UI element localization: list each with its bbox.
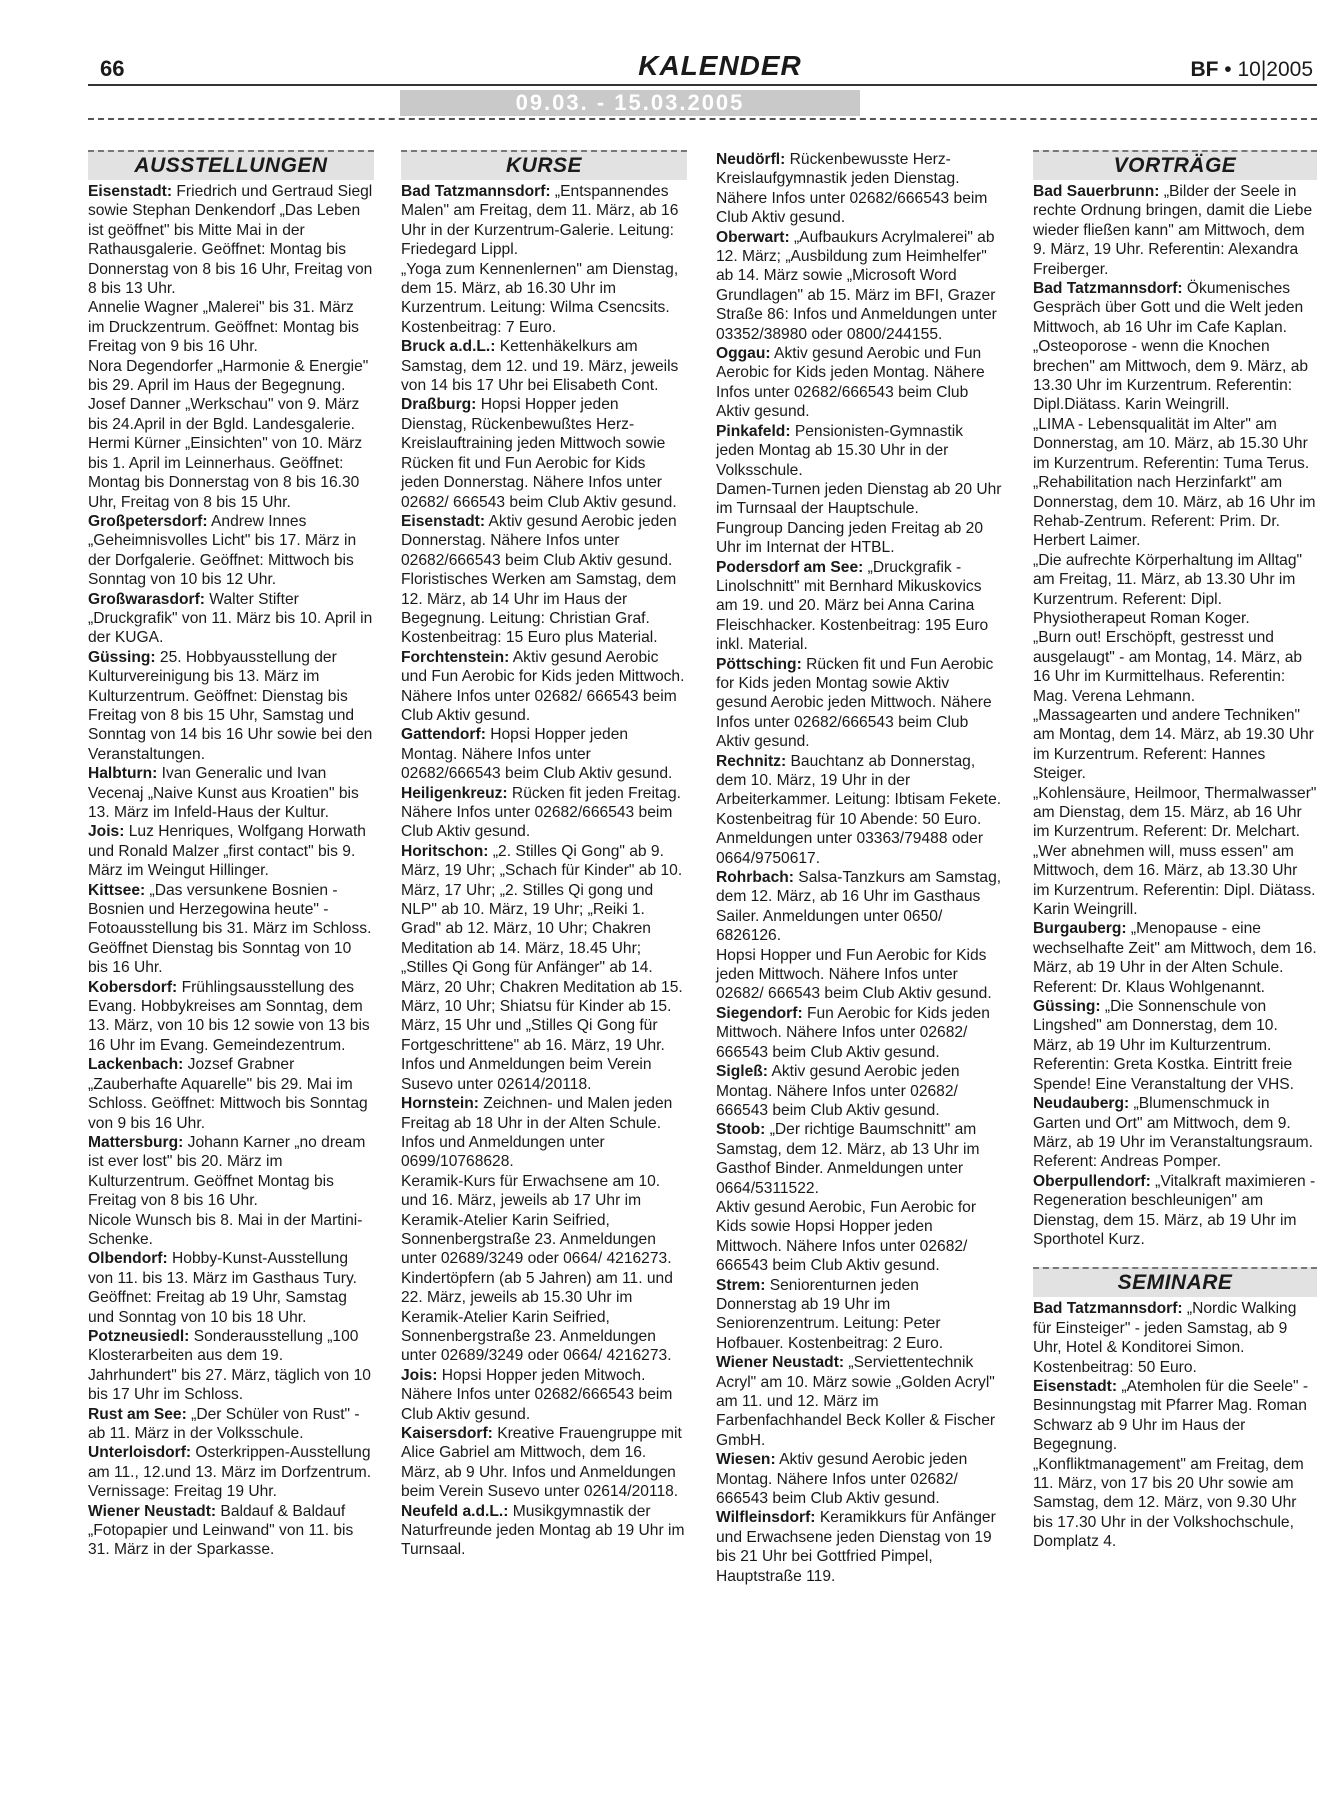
entry-place: Rohrbach: — [716, 869, 794, 887]
entry-text: „Das versunkene Bosnien - Bosnien und Herzegowina heute" - Fotoausstellung bis 31. März im Schloss. Geöffnet Dienstag bis Sonntag von 10 bis 16 Uhr. — [88, 881, 372, 977]
calendar-entry — [1033, 1455, 1317, 1552]
entry-text: „Die aufrechte Körperhaltung im Alltag" am Freitag, 11. März, ab 13.30 Uhr im Kurzentrum. Referent: Dipl. Physiotherapeut Roman Koger. — [1033, 551, 1303, 627]
entry-place: Bad Tatzmannsdorf: — [1033, 280, 1183, 298]
entry-text: „Blumenschmuck in Garten und Ort" am Mittwoch, dem 9. März, ab 19 Uhr im Veranstaltungsraum. Referent: Andreas Pomper. — [1033, 1095, 1313, 1171]
entry-text: „LIMA - Lebensqualität im Alter" am Donnerstag, am 10. März, ab 15.30 Uhr im Kurzentrum. Referentin: Tuma Terus. — [1033, 415, 1310, 472]
calendar-entry — [1033, 337, 1317, 415]
entry-text: Rücken fit jeden Freitag. Nähere Infos unter 02682/666543 beim Club Aktiv gesund. — [401, 784, 681, 841]
entry-place: Hornstein: — [401, 1095, 479, 1113]
entry-text: „Vitalkraft maximieren - Regeneration beschleunigen" am Dienstag, dem 15. März, ab 19 Uhr im Sporthotel Kurz. — [1033, 1172, 1316, 1248]
calendar-entry — [401, 1502, 687, 1560]
entry-place: Potzneusiedl: — [88, 1327, 190, 1345]
entry-place: Siegendorf: — [716, 1004, 803, 1022]
calendar-entry — [1033, 1299, 1317, 1377]
calendar-entry — [1033, 415, 1317, 473]
entry-text: Kettenhäkelkurs am Samstag, dem 12. und 19. März, jeweils von 14 bis 17 Uhr bei Elisabeth Cont. — [401, 338, 679, 395]
entry-text: Aktiv gesund Aerobic und Fun Aerobic for Kids jeden Montag. Nähere Infos unter 02682/666543 beim Club Aktiv gesund. — [716, 345, 985, 421]
calendar-entry — [88, 590, 374, 648]
entry-text: „Die Sonnenschule von Lingshed" am Donnerstag, dem 10. März, ab 19 Uhr im Kulturzentrum. Referentin: Greta Kostka. Eintritt freie Spende! Eine Veranstaltung der VHS. — [1033, 998, 1294, 1093]
entry-place: Oberwart: — [716, 228, 790, 246]
entry-text: „Atemholen für die Seele" - Besinnungstag mit Pfarrer Mag. Roman Schwarz ab 9 Uhr im Haus der Begegnung. — [1033, 1377, 1309, 1454]
entry-text: „Bilder der Seele in rechte Ordnung bringen, damit die Liebe wieder fließen kann" am Mittwoch, dem 9. März, 19 Uhr. Referentin: Alexandra Freiberger. — [1033, 183, 1313, 278]
entry-text: „Druckgrafik - Linolschnitt" mit Bernhard Mikuskovics am 19. und 20. März bei Anna Carina Fleischhacker. Kostenbeitrag: 195 Euro inkl. Material. — [716, 558, 989, 654]
entry-text: „Yoga zum Kennenlernen" am Dienstag, dem 15. März, ab 16.30 Uhr im Kurzentrum. Leitung: Wilma Csencsits. Kostenbeitrag: 7 Euro. — [401, 260, 679, 336]
entry-text: Luz Henriques, Wolfgang Horwath und Ronald Malzer „first contact" bis 9. März im Weingut Hillinger. — [88, 823, 366, 880]
entry-place: Großwarasdorf: — [88, 590, 205, 608]
calendar-entry — [401, 1172, 687, 1269]
entry-text: „Osteoporose - wenn die Knochen brechen" am Mittwoch, dem 9. März, ab 13.30 Uhr im Kurzentrum. Referentin: Dipl.Diätass. Karin Weingrill. — [1033, 338, 1309, 414]
calendar-entry — [716, 1062, 1002, 1120]
calendar-entry — [401, 182, 687, 260]
calendar-entry — [88, 1443, 374, 1501]
entry-text: 25. Hobbyausstellung der Kulturvereinigung bis 13. März im Kulturzentrum. Geöffnet: Dienstag bis Freitag von 8 bis 15 Uhr, Samstag und Sonntag von 14 bis 16 Uhr sowie bei den Veranstaltungen. — [88, 648, 373, 763]
entry-place: Horitschon: — [401, 842, 489, 860]
calendar-entry — [88, 764, 374, 822]
entry-text: Hopsi Hopper und Fun Aerobic for Kids jeden Mittwoch. Nähere Infos unter 02682/ 666543 beim Club Aktiv gesund. — [716, 946, 992, 1003]
calendar-entry — [88, 182, 374, 298]
header-dashed-rule — [88, 118, 1317, 120]
issue-number: • 10|2005 — [1224, 58, 1313, 81]
calendar-entry — [401, 1424, 687, 1502]
entry-place: Kobersdorf: — [88, 978, 178, 996]
calendar-entry — [88, 512, 374, 590]
calendar-entry — [88, 1055, 374, 1133]
calendar-entry — [716, 558, 1002, 655]
calendar-entry — [401, 395, 687, 511]
entry-text: Nicole Wunsch bis 8. Mai in der Martini-Schenke. — [88, 1211, 363, 1248]
entry-place: Neudörfl: — [716, 151, 786, 168]
entry-place: Oggau: — [716, 345, 771, 363]
entry-text: „Burn out! Erschöpft, gestresst und ausgelaugt" - am Montag, 14. März, ab 16 Uhr im Kurmittelhaus. Referentin: Mag. Verena Lehmann. — [1033, 629, 1303, 705]
entry-text: Walter Stifter „Druckgrafik" von 11. März bis 10. April in der KUGA. — [88, 590, 373, 647]
calendar-entry — [716, 1198, 1002, 1276]
entry-text: Friedrich und Gertraud Siegl sowie Stephan Denkendorf „Das Leben ist geöffnet" bis Mitte Mai in der Rathausgalerie. Geöffnet: Montag bis Donnerstag von 8 bis 16 Uhr, Freitag von 8 bis 13 Uhr. — [88, 183, 373, 298]
calendar-entry — [1033, 473, 1317, 551]
entry-text: Ökumenisches Gespräch über Gott und die Welt jeden Mittwoch, ab 16 Uhr im Cafe Kaplan. — [1033, 280, 1304, 336]
entry-text: „Aufbaukurs Acrylmalerei" ab 12. März; „Ausbildung zum Heimhelfer" ab 14. März sowie „Microsoft Word Grundlagen" ab 15. März im BFI, Grazer Straße 86: Infos und Anmeldungen unter 03352/38980 oder 0800/244155. — [716, 228, 997, 343]
section-heading: VORTRÄGE — [1033, 150, 1317, 180]
page-header — [0, 0, 1317, 130]
calendar-entry — [716, 480, 1002, 519]
calendar-entry — [1033, 182, 1317, 279]
date-range: 09.03. - 15.03.2005 — [400, 90, 860, 116]
calendar-entry — [716, 1004, 1002, 1062]
entry-text: „Konfliktmanagement" am Freitag, dem 11. März, von 17 bis 20 Uhr sowie am Samstag, dem 12. März, von 9.30 Uhr bis 17.30 Uhr in der Volkshochschule, Domplatz 4. — [1033, 1455, 1304, 1551]
calendar-entry — [716, 228, 1002, 344]
calendar-entry — [88, 1405, 374, 1444]
calendar-entry — [716, 1276, 1002, 1354]
column-3 — [716, 150, 1002, 1586]
entry-place: Lackenbach: — [88, 1056, 184, 1074]
entry-place: Olbendorf: — [88, 1250, 168, 1268]
calendar-entry — [88, 434, 374, 512]
calendar-entry — [88, 1502, 374, 1560]
calendar-entry — [88, 357, 374, 396]
calendar-entry — [88, 1211, 374, 1250]
entry-place: Bad Tatzmannsdorf: — [401, 183, 551, 200]
calendar-entry — [716, 150, 1002, 228]
calendar-entry — [401, 725, 687, 783]
section-heading: KURSE — [401, 150, 687, 180]
entry-text: Floristisches Werken am Samstag, dem 12. März, ab 14 Uhr im Haus der Begegnung. Leitung: Christian Graf. Kostenbeitrag: 15 Euro plus Material. — [401, 571, 677, 647]
entry-text: Hopsi Hopper jeden Mitwoch. Nähere Infos unter 02682/666543 beim Club Aktiv gesund. — [401, 1366, 673, 1423]
issue-label — [1190, 58, 1313, 82]
calendar-entry — [1033, 279, 1317, 337]
entry-text: „Wer abnehmen will, muss essen" am Mittwoch, dem 16. März, ab 13.30 Uhr im Kurzentrum. Referentin: Dipl. Diätass. Karin Weingrill. — [1033, 842, 1316, 919]
calendar-entry — [401, 842, 687, 1094]
entry-text: „Kohlensäure, Heilmoor, Thermalwasser" am Dienstag, dem 15. März, ab 16 Uhr im Kurzentrum. Referent: Dr. Melchart. — [1033, 784, 1317, 841]
calendar-entry — [88, 1133, 374, 1211]
entry-text: Aktiv gesund Aerobic und Fun Aerobic for Kids jeden Mittwoch. Nähere Infos unter 02682/ 666543 beim Club Aktiv gesund. — [401, 648, 685, 724]
entry-place: Draßburg: — [401, 396, 477, 414]
entry-place: Mattersburg: — [88, 1133, 184, 1151]
entry-place: Unterloisdorf: — [88, 1444, 192, 1462]
header-rule — [88, 84, 1317, 86]
entry-place: Eisenstadt: — [401, 512, 486, 530]
entry-text: Damen-Turnen jeden Dienstag ab 20 Uhr im Turnsaal der Hauptschule. — [716, 480, 1002, 518]
entry-text: „Menopause - eine wechselhafte Zeit" am Mittwoch, dem 16. März, ab 19 Uhr in der Alten Schule. Referent: Dr. Klaus Wohlgenannt. — [1033, 920, 1317, 996]
entry-place: Bruck a.d.L.: — [401, 338, 496, 356]
entry-text: „Rehabilitation nach Herzinfarkt" am Donnerstag, dem 10. März, ab 16 Uhr im Rehab-Zentrum. Referent: Prim. Dr. Herbert Laimer. — [1033, 474, 1316, 550]
calendar-entry — [1033, 997, 1317, 1094]
calendar-entry — [716, 1508, 1002, 1586]
entry-text: Pensionisten-Gymnastik jeden Montag ab 15.30 Uhr in der Volksschule. — [716, 422, 963, 479]
calendar-entry — [1033, 1377, 1317, 1455]
entry-text: Salsa-Tanzkurs am Samstag, dem 12. März, ab 16 Uhr im Gasthaus Sailer. Anmeldungen unter 0650/ 6826126. — [716, 869, 1002, 945]
entry-text: Aktiv gesund Aerobic jeden Montag. Nähere Infos unter 02682/ 666543 beim Club Aktiv gesund. — [716, 1063, 960, 1119]
entry-text: Jozsef Grabner „Zauberhafte Aquarelle" bis 29. Mai im Schloss. Geöffnet: Mittwoch bis Sonntag von 9 bis 16 Uhr. — [88, 1056, 368, 1132]
calendar-entry — [1033, 919, 1317, 997]
calendar-entry — [1033, 551, 1317, 629]
calendar-entry — [1033, 842, 1317, 920]
calendar-entry — [401, 784, 687, 842]
calendar-entry — [1033, 628, 1317, 706]
entry-text: Johann Karner „no dream ist ever lost" bis 20. März im Kulturzentrum. Geöffnet Montag bis Freitag von 8 bis 16 Uhr. — [88, 1133, 366, 1210]
entry-place: Güssing: — [1033, 998, 1101, 1016]
entry-text: Annelie Wagner „Malerei" bis 31. März im Druckzentrum. Geöffnet: Montag bis Freitag von 9 bis 16 Uhr. — [88, 299, 359, 356]
calendar-entry — [716, 344, 1002, 422]
page-number: 66 — [100, 56, 125, 81]
entry-place: Neudauberg: — [1033, 1095, 1130, 1113]
entry-text: Zeichnen- und Malen jeden Freitag ab 18 Uhr in der Alten Schule. Infos und Anmeldungen unter 0699/10768628. — [401, 1095, 673, 1171]
page-title: KALENDER — [638, 50, 802, 81]
entry-place: Güssing: — [88, 648, 156, 666]
calendar-entry — [401, 570, 687, 648]
calendar-entry — [401, 260, 687, 338]
entry-text: Hermi Kürner „Einsichten" von 10. März bis 1. April im Leinnerhaus. Geöffnet: Montag bis Donnerstag von 8 bis 16.30 Uhr, Freitag von 8 bis 15 Uhr. — [88, 435, 363, 511]
column-4 — [1033, 150, 1317, 1552]
entry-text: Aktiv gesund Aerobic jeden Montag. Nähere Infos unter 02682/ 666543 beim Club Aktiv gesund. — [716, 1451, 968, 1508]
entry-text: „Nordic Walking für Einsteiger" - jeden Samstag, ab 9 Uhr, Hotel & Konditorei Simon. Kostenbeitrag: 50 Euro. — [1033, 1300, 1297, 1376]
entry-text: Hopsi Hopper jeden Montag. Nähere Infos unter 02682/666543 beim Club Aktiv gesund. — [401, 726, 673, 783]
entry-place: Großpetersdorf: — [88, 512, 208, 530]
calendar-entry — [88, 881, 374, 978]
entry-place: Oberpullendorf: — [1033, 1172, 1151, 1190]
entry-text: „Serviettentechnik Acryl" am 10. März sowie „Golden Acryl" am 11. und 12. März im Farbenfachhandel Beck Koller & Fischer GmbH. — [716, 1354, 996, 1449]
entry-text: Osterkrippen-Ausstellung am 11., 12.und 13. März im Dorfzentrum. Vernissage: Freitag 19 Uhr. — [88, 1444, 372, 1501]
entry-place: Jois: — [88, 823, 125, 841]
entry-place: Eisenstadt: — [88, 183, 173, 200]
magazine-name: BF — [1190, 58, 1219, 81]
entry-place: Rust am See: — [88, 1405, 187, 1423]
section-heading: SEMINARE — [1033, 1267, 1317, 1297]
entry-text: Musikgymnastik der Naturfreunde jeden Montag ab 19 Uhr im Turnsaal. — [401, 1502, 685, 1559]
calendar-entry — [716, 422, 1002, 480]
column-1 — [88, 150, 374, 1560]
entry-text: „Entspannendes Malen" am Freitag, dem 11. März, ab 16 Uhr in der Kurzentrum-Galerie. Leitung: Friedegard Lippl. — [401, 183, 679, 259]
entry-place: Gattendorf: — [401, 726, 486, 744]
entry-text: Kindertöpfern (ab 5 Jahren) am 11. und 22. März, jeweils ab 15.30 Uhr im Keramik-Atelier Karin Seifried, Sonnenbergstraße 23. Anmeldungen unter 02689/3249 oder 0664/ 4216273. — [401, 1269, 673, 1365]
calendar-entry — [401, 1094, 687, 1172]
calendar-entry — [716, 946, 1002, 1004]
entry-text: Rücken fit und Fun Aerobic for Kids jeden Montag sowie Aktiv gesund Aerobic jeden Mittwoch. Nähere Infos unter 02682/666543 beim Club Aktiv gesund. — [716, 655, 994, 751]
entry-text: Hobby-Kunst-Ausstellung von 11. bis 13. März im Gasthaus Tury. Geöffnet: Freitag ab 19 Uhr, Samstag und Sonntag von 10 bis 18 Uhr. — [88, 1250, 357, 1326]
entry-place: Rechnitz: — [716, 752, 787, 770]
calendar-entry — [401, 512, 687, 570]
calendar-entry — [401, 1366, 687, 1424]
calendar-entry — [88, 1249, 374, 1327]
entry-place: Strem: — [716, 1276, 766, 1294]
entry-text: Sonderausstellung „100 Klosterarbeiten aus dem 19. Jahrhundert" bis 27. März, täglich von 10 bis 17 Uhr im Schloss. — [88, 1327, 371, 1404]
entry-place: Jois: — [401, 1366, 438, 1384]
calendar-entry — [1033, 706, 1317, 784]
entry-place: Podersdorf am See: — [716, 558, 864, 576]
entry-place: Stoob: — [716, 1121, 766, 1139]
calendar-entry — [88, 1327, 374, 1405]
calendar-entry — [1033, 784, 1317, 842]
calendar-entry — [88, 648, 374, 764]
entry-text: Rückenbewusste Herz-Kreislaufgymnastik jeden Dienstag. Nähere Infos unter 02682/666543 beim Club Aktiv gesund. — [716, 151, 988, 227]
calendar-entry — [401, 1269, 687, 1366]
entry-place: Heiligenkreuz: — [401, 784, 508, 802]
entry-place: Bad Tatzmannsdorf: — [1033, 1300, 1183, 1318]
entry-text: „Der Schüler von Rust" - ab 11. März in der Volksschule. — [88, 1405, 360, 1442]
entry-place: Neufeld a.d.L.: — [401, 1502, 509, 1520]
section-heading: AUSSTELLUNGEN — [88, 150, 374, 180]
column-2 — [401, 150, 687, 1560]
calendar-entry — [1033, 1172, 1317, 1250]
entry-place: Wiener Neustadt: — [716, 1354, 845, 1372]
entry-text: Nora Degendorfer „Harmonie & Energie" bis 29. April im Haus der Begegnung. — [88, 357, 369, 395]
entry-text: Josef Danner „Werkschau" von 9. März bis 24.April in der Bgld. Landesgalerie. — [88, 396, 360, 433]
calendar-entry — [401, 648, 687, 726]
entry-text: Frühlingsausstellung des Evang. Hobbykreises am Sonntag, dem 13. März, von 10 bis 12 sowie von 13 bis 16 Uhr im Evang. Gemeindezentrum. — [88, 978, 370, 1054]
calendar-entry — [716, 1353, 1002, 1450]
entry-text: Keramikkurs für Anfänger und Erwachsene jeden Dienstag von 19 bis 21 Uhr bei Gottfried Pimpel, Hauptstraße 119. — [716, 1509, 996, 1585]
entry-text: Fun Aerobic for Kids jeden Mittwoch. Nähere Infos unter 02682/ 666543 beim Club Aktiv gesund. — [716, 1004, 990, 1061]
entry-text: Seniorenturnen jeden Donnerstag ab 19 Uhr im Seniorenzentrum. Leitung: Peter Hofbauer. Kostenbeitrag: 2 Euro. — [716, 1276, 944, 1352]
entry-place: Pinkafeld: — [716, 422, 791, 440]
entry-text: „Der richtige Baumschnitt" am Samstag, dem 12. März, ab 13 Uhr im Gasthof Binder. Anmeldungen unter 0664/5311522. — [716, 1121, 980, 1197]
entry-place: Kaisersdorf: — [401, 1425, 493, 1442]
entry-text: Aktiv gesund Aerobic, Fun Aerobic for Kids sowie Hopsi Hopper jeden Mittwoch. Nähere Infos unter 02682/ 666543 beim Club Aktiv gesund. — [716, 1198, 977, 1275]
entry-text: „2. Stilles Qi Gong" ab 9. März, 19 Uhr; „Schach für Kinder" ab 10. März, 17 Uhr; „2. Stilles Qi gong und NLP" ab 10. März, 19 Uhr; „Reiki 1. Grad" ab 12. März, 10 Uhr; Chakren Meditation ab 14. März, 18.45 Uhr; „Stilles Qi Gong für Anfänger" ab 14. März, 20 Uhr; Chakren Meditation ab 15. März, 10 Uhr; Shiatsu für Kinder ab 15. März, 15 Uhr und „Stilles Qi Gong für Fortgeschrittene" ab 16. März, 19 Uhr. Infos und Anmeldungen beim Verein Susevo unter 02614/20118. — [401, 842, 683, 1093]
calendar-entry — [88, 298, 374, 356]
calendar-entry — [88, 978, 374, 1056]
entry-place: Halbturn: — [88, 765, 158, 783]
calendar-entry — [88, 822, 374, 880]
entry-text: „Massagearten und andere Techniken" am Montag, dem 14. März, ab 19.30 Uhr im Kurzentrum. Referent: Hannes Steiger. — [1033, 706, 1314, 783]
entry-text: Keramik-Kurs für Erwachsene am 10. und 16. März, jeweils ab 17 Uhr im Keramik-Atelier Karin Seifried, Sonnenbergstraße 23. Anmeldungen unter 02689/3249 oder 0664/ 4216273. — [401, 1172, 672, 1268]
entry-place: Wiesen: — [716, 1451, 776, 1469]
entry-text: Hopsi Hopper jeden Dienstag, Rückenbewußtes Herz-Kreislauftraining jeden Mittwoch sowie Rücken fit und Fun Aerobic for Kids jeden Donnerstag. Nähere Infos unter 02682/ 666543 beim Club Aktiv gesund. — [401, 396, 677, 511]
entry-place: Wiener Neustadt: — [88, 1502, 217, 1520]
entry-text: Baldauf & Baldauf „Fotopapier und Leinwand" von 11. bis 31. März in der Sparkasse. — [88, 1502, 354, 1559]
calendar-entry — [88, 395, 374, 434]
calendar-entry — [716, 655, 1002, 752]
entry-text: Bauchtanz ab Donnerstag, dem 10. März, 19 Uhr in der Arbeiterkammer. Leitung: Ibtisam Fekete. Kostenbeitrag für 10 Abende: 50 Euro. Anmeldungen unter 03363/79488 oder 0664/9750617. — [716, 752, 1002, 867]
calendar-entry — [401, 337, 687, 395]
entry-place: Wilfleinsdorf: — [716, 1509, 816, 1527]
entry-place: Burgauberg: — [1033, 920, 1127, 938]
entry-place: Forchtenstein: — [401, 648, 510, 666]
entry-text: Andrew Innes „Geheimnisvolles Licht" bis 17. März in der Dorfgalerie. Geöffnet: Mittwoch bis Sonntag von 10 bis 12 Uhr. — [88, 512, 357, 589]
entry-place: Kittsee: — [88, 881, 146, 899]
calendar-entry — [716, 1120, 1002, 1198]
calendar-entry — [716, 752, 1002, 868]
calendar-entry — [1033, 1094, 1317, 1172]
entry-text: Fungroup Dancing jeden Freitag ab 20 Uhr im Internat der HTBL. — [716, 519, 984, 557]
entry-place: Bad Sauerbrunn: — [1033, 183, 1160, 200]
entry-place: Pöttsching: — [716, 655, 802, 673]
calendar-entry — [716, 1450, 1002, 1508]
calendar-entry — [716, 868, 1002, 946]
entry-place: Eisenstadt: — [1033, 1377, 1118, 1395]
entry-text: Kreative Frauengruppe mit Alice Gabriel am Mittwoch, dem 16. März, ab 9 Uhr. Infos und Anmeldungen beim Verein Susevo unter 02614/20118. — [401, 1425, 682, 1501]
calendar-entry — [716, 519, 1002, 558]
entry-text: Aktiv gesund Aerobic jeden Donnerstag. Nähere Infos unter 02682/666543 beim Club Aktiv gesund. — [401, 512, 677, 569]
entry-place: Sigleß: — [716, 1063, 768, 1081]
entry-text: Ivan Generalic und Ivan Vecenaj „Naive Kunst aus Kroatien" bis 13. März im Infeld-Haus der Kultur. — [88, 765, 359, 821]
